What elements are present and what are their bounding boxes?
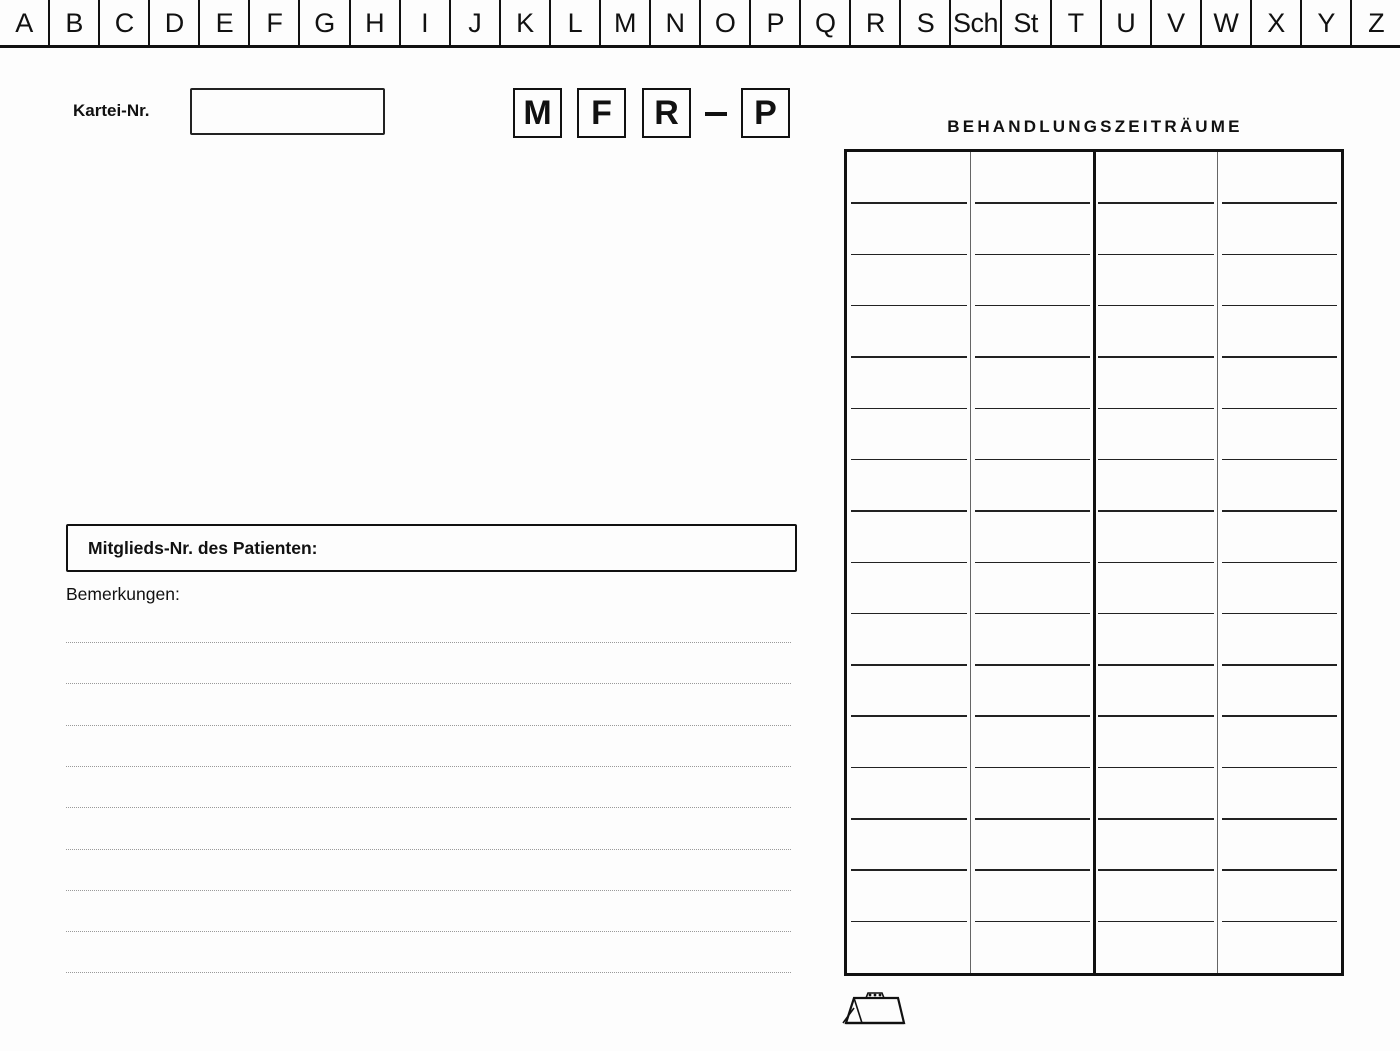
grid-row-line [1222,613,1338,615]
grid-row-line [1098,869,1214,871]
grid-row-line [851,562,967,564]
grid-row-line [851,818,967,820]
grid-row-line [851,305,967,307]
tab-c[interactable]: C [100,0,150,45]
grid-row-line [1222,562,1338,564]
grid-row-line [851,869,967,871]
bemerkungen-line[interactable] [66,766,791,767]
grid-row-line [975,613,1091,615]
bemerkungen-line[interactable] [66,972,791,973]
grid-row-line [1222,305,1338,307]
grid-row-line [851,459,967,461]
tab-u[interactable]: U [1102,0,1152,45]
grid-row-line [1098,921,1214,923]
grid-row-line [851,356,967,358]
grid-row-line [1222,202,1338,204]
kartei-nr-label: Kartei-Nr. [73,101,150,120]
grid-row-line [1222,459,1338,461]
grid-row-line [975,254,1091,256]
bemerkungen-line[interactable] [66,725,791,726]
grid-row-line [851,715,967,717]
grid-row-line [975,562,1091,564]
mitglieds-nr-label: Mitglieds-Nr. des Patienten: [88,537,318,558]
code-box-m: M [513,88,562,138]
grid-row-line [1098,664,1214,666]
grid-row-line [851,254,967,256]
grid-row-line [851,408,967,410]
grid-row-line [1098,818,1214,820]
grid-row-line [1222,767,1338,769]
code-dash [705,112,727,116]
grid-row-line [975,356,1091,358]
grid-row-line [975,202,1091,204]
tab-s[interactable]: S [901,0,951,45]
grid-row-line [1098,767,1214,769]
grid-row-line [1098,408,1214,410]
grid-column-divider [1217,152,1218,973]
tab-x[interactable]: X [1252,0,1302,45]
grid-row-line [975,767,1091,769]
grid-row-line [1098,510,1214,512]
grid-row-line [1222,715,1338,717]
tab-i[interactable]: I [401,0,451,45]
code-box-f: F [577,88,626,138]
tab-sch[interactable]: Sch [951,0,1001,45]
grid-column-divider [1093,152,1096,973]
tab-r[interactable]: R [851,0,901,45]
tab-q[interactable]: Q [801,0,851,45]
grid-row-line [975,818,1091,820]
tab-v[interactable]: V [1152,0,1202,45]
tab-f[interactable]: F [250,0,300,45]
grid-row-line [851,664,967,666]
bemerkungen-line[interactable] [66,890,791,891]
grid-row-line [1222,818,1338,820]
bemerkungen-label: Bemerkungen: [66,584,180,604]
behandlungszeitraeume-grid [844,149,1344,976]
tab-st[interactable]: St [1002,0,1052,45]
grid-row-line [1098,715,1214,717]
grid-row-line [851,921,967,923]
alphabet-tab-bar [0,0,1400,48]
tab-w[interactable]: W [1202,0,1252,45]
grid-row-line [975,305,1091,307]
grid-row-line [851,510,967,512]
grid-row-line [851,767,967,769]
behandlungszeitraeume-title: BEHANDLUNGSZEITRÄUME [947,117,1243,136]
grid-row-line [1222,408,1338,410]
tab-p[interactable]: P [751,0,801,45]
grid-row-line [975,715,1091,717]
grid-row-line [1222,664,1338,666]
bemerkungen-line[interactable] [66,642,791,643]
grid-row-line [1098,254,1214,256]
grid-row-line [1098,613,1214,615]
grid-row-line [975,459,1091,461]
grid-row-line [1222,510,1338,512]
grid-row-line [975,664,1091,666]
bemerkungen-line[interactable] [66,849,791,850]
bemerkungen-line[interactable] [66,683,791,684]
tab-t[interactable]: T [1052,0,1102,45]
grid-row-line [1098,459,1214,461]
tab-a[interactable]: A [0,0,50,45]
code-box-r: R [642,88,691,138]
tab-m[interactable]: M [601,0,651,45]
grid-row-line [1222,254,1338,256]
grid-row-line [975,510,1091,512]
tab-z[interactable]: Z [1368,8,1385,38]
grid-column-divider [970,152,971,973]
tab-l[interactable]: L [551,0,601,45]
grid-row-line [975,921,1091,923]
grid-row-line [1098,356,1214,358]
tab-j[interactable]: J [451,0,501,45]
tab-o[interactable]: O [701,0,751,45]
grid-row-line [851,202,967,204]
grid-row-line [975,869,1091,871]
grid-row-line [1222,921,1338,923]
mitglieds-nr-field[interactable] [66,524,797,572]
tab-b[interactable]: B [50,0,100,45]
tab-h[interactable]: H [351,0,401,45]
tab-e[interactable]: E [200,0,250,45]
grid-row-line [1098,305,1214,307]
bemerkungen-line[interactable] [66,931,791,932]
code-box-p: P [741,88,790,138]
desk-stand-icon [840,988,908,1028]
tab-n[interactable]: N [651,0,701,45]
tab-g[interactable]: G [300,0,350,45]
grid-row-line [1222,869,1338,871]
kartei-nr-field[interactable] [190,88,385,135]
tab-k[interactable]: K [501,0,551,45]
tab-d[interactable]: D [150,0,200,45]
grid-row-line [975,408,1091,410]
grid-row-line [1098,202,1214,204]
bemerkungen-line[interactable] [66,807,791,808]
tab-y[interactable]: Y [1302,0,1352,45]
grid-row-line [1098,562,1214,564]
grid-row-line [1222,356,1338,358]
grid-row-line [851,613,967,615]
